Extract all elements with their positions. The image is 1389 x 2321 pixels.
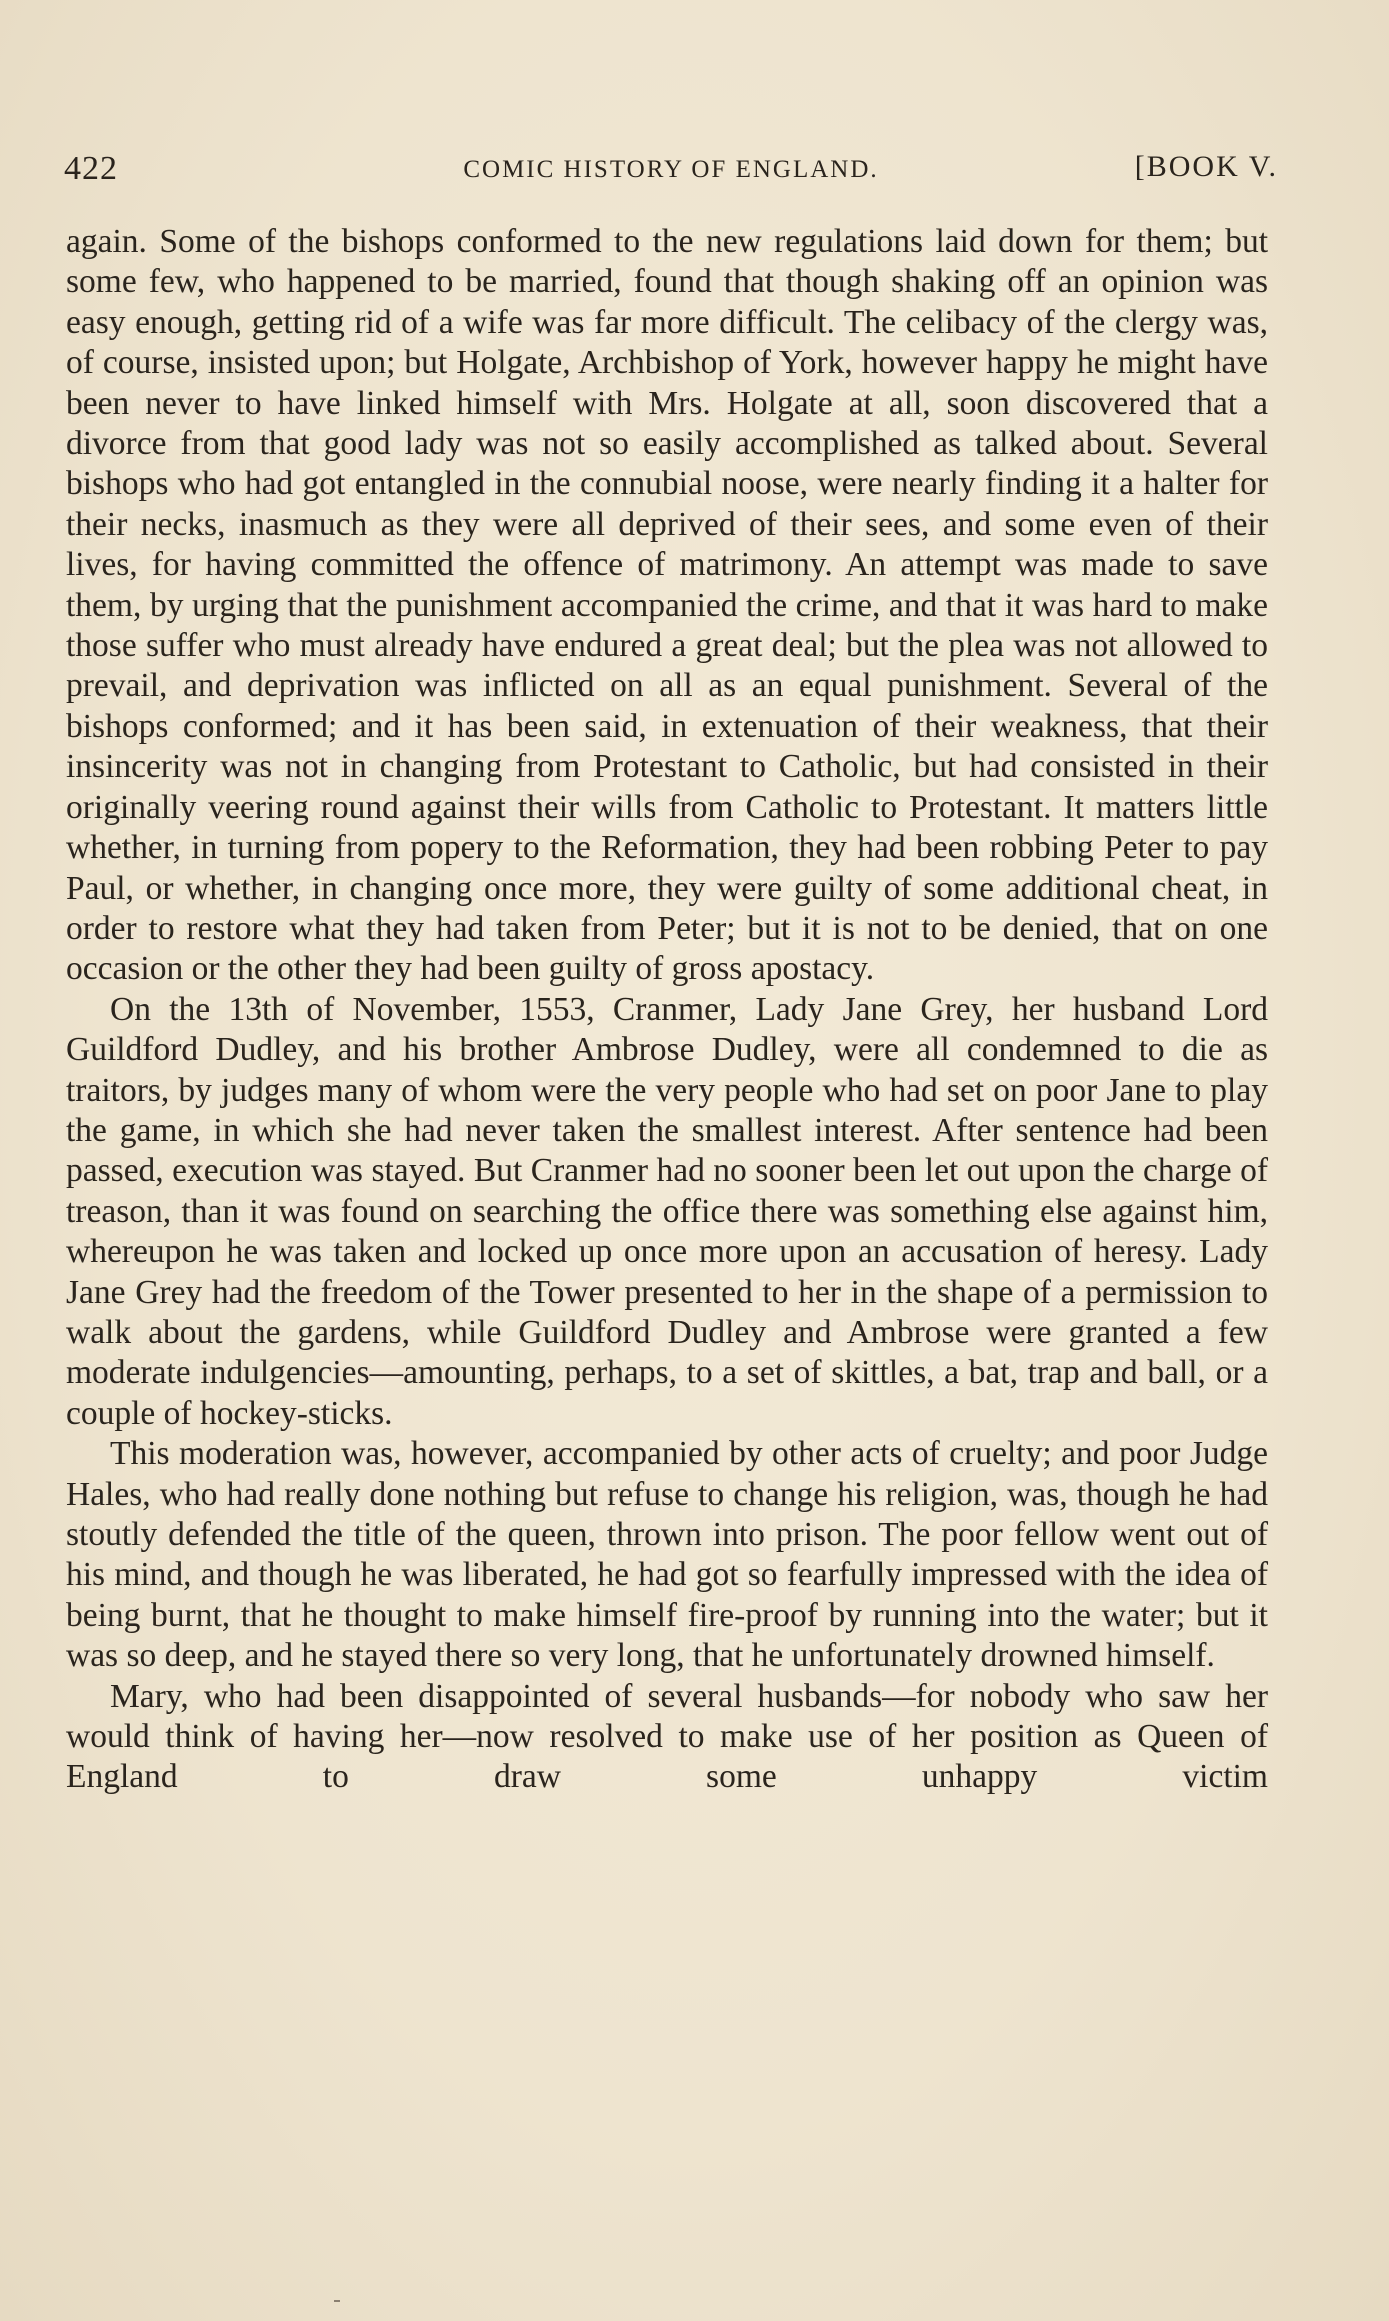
- page-header: [64, 150, 1278, 194]
- printer-mark: [334, 2300, 340, 2302]
- body-text: [66, 222, 1268, 1798]
- paragraph-2: On the 13th of November, 1553, Cranmer, Lady Jane Grey, her husband Lord Guildford Dudley, and his brother Ambrose Dudley, were all condemned to die as traitors, by judges many of whom were the very people who had set on poor Jane to play the game, in which she had never taken the smallest interest. After sentence had been passed, execution was stayed. But Cranmer had no sooner been let out upon the charge of treason, than it was found on searching the office there was something else against him, whereupon he was taken and locked up once more upon an accusation of heresy. Lady Jane Grey had the freedom of the Tower presented to her in the shape of a permission to walk about the gardens, while Guildford Dudley and Ambrose were granted a few moderate indulgencies—amounting, perhaps, to a set of skittles, a bat, trap and ball, or a couple of hockey-sticks.: [66, 990, 1268, 1432]
- paragraph-1: again. Some of the bishops conformed to the new regulations laid down for them; but some few, who happened to be married, found that though shaking off an opinion was easy enough, getting rid of a wife was far more difficult. The celibacy of the clergy was, of course, insisted upon; but Holgate, Archbishop of York, however happy he might have been never to have linked himself with Mrs. Holgate at all, soon discovered that a divorce from that good lady was not so easily accomplished as talked about. Several bishops who had got entangled in the connubial noose, were nearly finding it a halter for their necks, inasmuch as they were all deprived of their sees, and some even of their lives, for having committed the offence of matrimony. An attempt was made to save them, by urging that the punishment accompanied the crime, and that it was hard to make those suffer who must already have endured a great deal; but the plea was not allowed to prevail, and deprivation was inflicted on all as an equal punishment. Several of the bishops conformed; and it has been said, in extenuation of their weakness, that their insincerity was not in changing from Protestant to Catholic, but had consisted in their originally veering round against their wills from Catholic to Protestant. It matters little whether, in turning from popery to the Reformation, they had been robbing Peter to pay Paul, or whether, in changing once more, they were guilty of some additional cheat, in order to restore what they had taken from Peter; but it is not to be denied, that on one occasion or the other they had been guilty of gross apostacy.: [66, 223, 1268, 988]
- page-number: 422: [64, 150, 118, 187]
- book-label: [BOOK V.: [1134, 150, 1278, 183]
- running-title: COMIC HISTORY OF ENGLAND.: [463, 156, 879, 183]
- paragraph-4: Mary, who had been disappointed of several husbands—for nobody who saw her would think of having her—now resolved to make use of her position as Queen of England to draw some unhappy victim: [66, 1677, 1268, 1796]
- paragraph-3: This moderation was, however, accompanied by other acts of cruelty; and poor Judge Hales, who had really done nothing but refuse to change his religion, was, though he had stoutly defended the title of the queen, thrown into prison. The poor fellow went out of his mind, and though he was liberated, he had got so fearfully impressed with the idea of being burnt, that he thought to make himself fire-proof by running into the water; but it was so deep, and he stayed there so very long, that he unfortunately drowned himself.: [66, 1435, 1268, 1675]
